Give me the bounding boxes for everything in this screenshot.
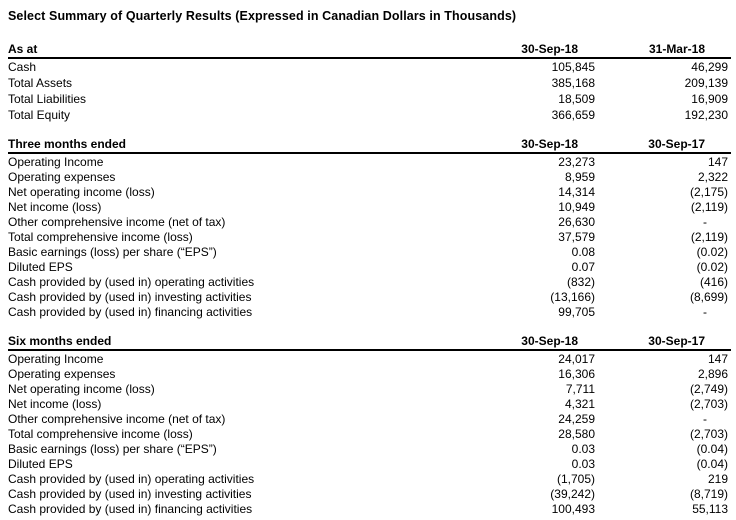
table-row	[8, 107, 731, 123]
page-title: Select Summary of Quarterly Results (Expressed in Canadian Dollars in Thousands)	[8, 9, 517, 23]
value-col2: (2,119)	[690, 199, 728, 214]
row-label: Operating expenses	[8, 366, 116, 381]
row-label: Diluted EPS	[8, 259, 73, 274]
section-header-row	[8, 136, 731, 153]
table-row	[8, 58, 731, 75]
row-label: Net income (loss)	[8, 396, 102, 411]
row-label: Total comprehensive income (loss)	[8, 426, 193, 441]
value-col2: 192,230	[684, 108, 728, 122]
value-col1: 10,949	[558, 199, 595, 214]
value-col2: -	[703, 214, 707, 229]
value-col2: (0.04)	[696, 456, 728, 471]
table-row	[8, 289, 731, 304]
table-row	[8, 381, 731, 396]
section-header-row	[8, 41, 731, 58]
value-col2: -	[703, 411, 707, 426]
table-row	[8, 75, 731, 91]
row-label: Net operating income (loss)	[8, 184, 155, 199]
value-col1: 16,306	[558, 366, 595, 381]
value-col1: 23,273	[558, 154, 595, 169]
value-col1: 0.07	[571, 259, 595, 274]
value-col2: 16,909	[691, 92, 728, 106]
value-col2: 147	[707, 154, 728, 169]
column-header-1: 30-Sep-18	[473, 333, 595, 350]
row-label: Cash provided by (used in) operating activities	[8, 274, 255, 289]
value-col1: (39,242)	[550, 486, 595, 501]
table-row	[8, 396, 731, 411]
value-col1: 0.03	[571, 456, 595, 471]
table-row	[8, 411, 731, 426]
value-col1: 24,259	[558, 411, 595, 426]
table-row	[8, 456, 731, 471]
value-col1: 28,580	[558, 426, 595, 441]
value-col2: 2,322	[697, 169, 728, 184]
row-label: Cash provided by (used in) financing activities	[8, 501, 253, 516]
value-col2: (8,699)	[689, 289, 728, 304]
value-col1: 26,630	[558, 214, 595, 229]
value-col1: 105,845	[551, 60, 595, 74]
table-row	[8, 91, 731, 107]
section-header-row	[8, 333, 731, 350]
table-row	[8, 426, 731, 441]
section-header-label: Six months ended	[8, 333, 473, 350]
table-row	[8, 471, 731, 486]
row-label: Cash	[8, 60, 37, 74]
value-col1: 24,017	[558, 351, 595, 366]
value-col1: 99,705	[558, 304, 595, 319]
value-col2: (0.04)	[696, 441, 728, 456]
column-header-2: 30-Sep-17	[595, 333, 731, 350]
sections	[8, 41, 731, 516]
value-col1: 385,168	[551, 76, 595, 90]
table-row	[8, 501, 731, 516]
row-label: Cash provided by (used in) financing activities	[8, 304, 253, 319]
table-row	[8, 199, 731, 214]
row-label: Diluted EPS	[8, 456, 73, 471]
value-col2: (8,719)	[689, 486, 728, 501]
table-row	[8, 350, 731, 366]
row-label: Operating expenses	[8, 169, 116, 184]
value-col2: (416)	[699, 274, 728, 289]
financial-table	[8, 41, 731, 123]
row-label: Cash provided by (used in) operating activities	[8, 471, 255, 486]
table-row	[8, 214, 731, 229]
table-row	[8, 244, 731, 259]
value-col1: 14,314	[558, 184, 595, 199]
table-row	[8, 486, 731, 501]
value-col1: 0.08	[571, 244, 595, 259]
value-col1: (1,705)	[556, 471, 595, 486]
table-row	[8, 304, 731, 319]
value-col1: 0.03	[571, 441, 595, 456]
table-row	[8, 366, 731, 381]
row-label: Net income (loss)	[8, 199, 102, 214]
table-row	[8, 169, 731, 184]
column-header-2: 31-Mar-18	[595, 41, 731, 58]
value-col2: (2,703)	[689, 426, 728, 441]
table-row	[8, 153, 731, 169]
financial-table	[8, 136, 731, 319]
value-col2: (2,703)	[689, 396, 728, 411]
column-header-2: 30-Sep-17	[595, 136, 731, 153]
row-label: Total Equity	[8, 108, 71, 122]
value-col2: (0.02)	[696, 244, 728, 259]
row-label: Total Assets	[8, 76, 73, 90]
value-col1: 366,659	[551, 108, 595, 122]
row-label: Other comprehensive income (net of tax)	[8, 214, 226, 229]
value-col1: 37,579	[558, 229, 595, 244]
row-label: Basic earnings (loss) per share (“EPS”)	[8, 244, 217, 259]
value-col2: (0.02)	[696, 259, 728, 274]
value-col2: 219	[707, 471, 728, 486]
value-col1: 7,711	[565, 381, 595, 396]
row-label: Total Liabilities	[8, 92, 87, 106]
value-col2: 55,113	[692, 501, 728, 516]
value-col1: (13,166)	[550, 289, 595, 304]
value-col1: 18,509	[558, 92, 595, 106]
row-label: Net operating income (loss)	[8, 381, 155, 396]
column-header-1: 30-Sep-18	[473, 41, 595, 58]
value-col1: 100,493	[551, 501, 595, 516]
value-col1: 4,321	[564, 396, 595, 411]
row-label: Operating Income	[8, 154, 104, 169]
row-label: Cash provided by (used in) investing activities	[8, 289, 252, 304]
row-label: Operating Income	[8, 351, 104, 366]
value-col2: (2,749)	[689, 381, 728, 396]
row-label: Cash provided by (used in) investing activities	[8, 486, 252, 501]
value-col2: 46,299	[691, 60, 728, 74]
table-row	[8, 184, 731, 199]
table-row	[8, 259, 731, 274]
value-col2: (2,119)	[690, 229, 728, 244]
row-label: Other comprehensive income (net of tax)	[8, 411, 226, 426]
financial-table	[8, 333, 731, 516]
value-col1: 8,959	[564, 169, 595, 184]
value-col2: 147	[707, 351, 728, 366]
value-col2: 209,139	[684, 76, 728, 90]
value-col2: (2,175)	[689, 184, 728, 199]
row-label: Basic earnings (loss) per share (“EPS”)	[8, 441, 217, 456]
value-col2: -	[703, 304, 707, 319]
row-label: Total comprehensive income (loss)	[8, 229, 193, 244]
value-col1: (832)	[566, 274, 595, 289]
table-row	[8, 274, 731, 289]
table-row	[8, 441, 731, 456]
value-col2: 2,896	[697, 366, 728, 381]
column-header-1: 30-Sep-18	[473, 136, 595, 153]
section-header-label: Three months ended	[8, 136, 473, 153]
section-header-label: As at	[8, 41, 473, 58]
table-row	[8, 229, 731, 244]
